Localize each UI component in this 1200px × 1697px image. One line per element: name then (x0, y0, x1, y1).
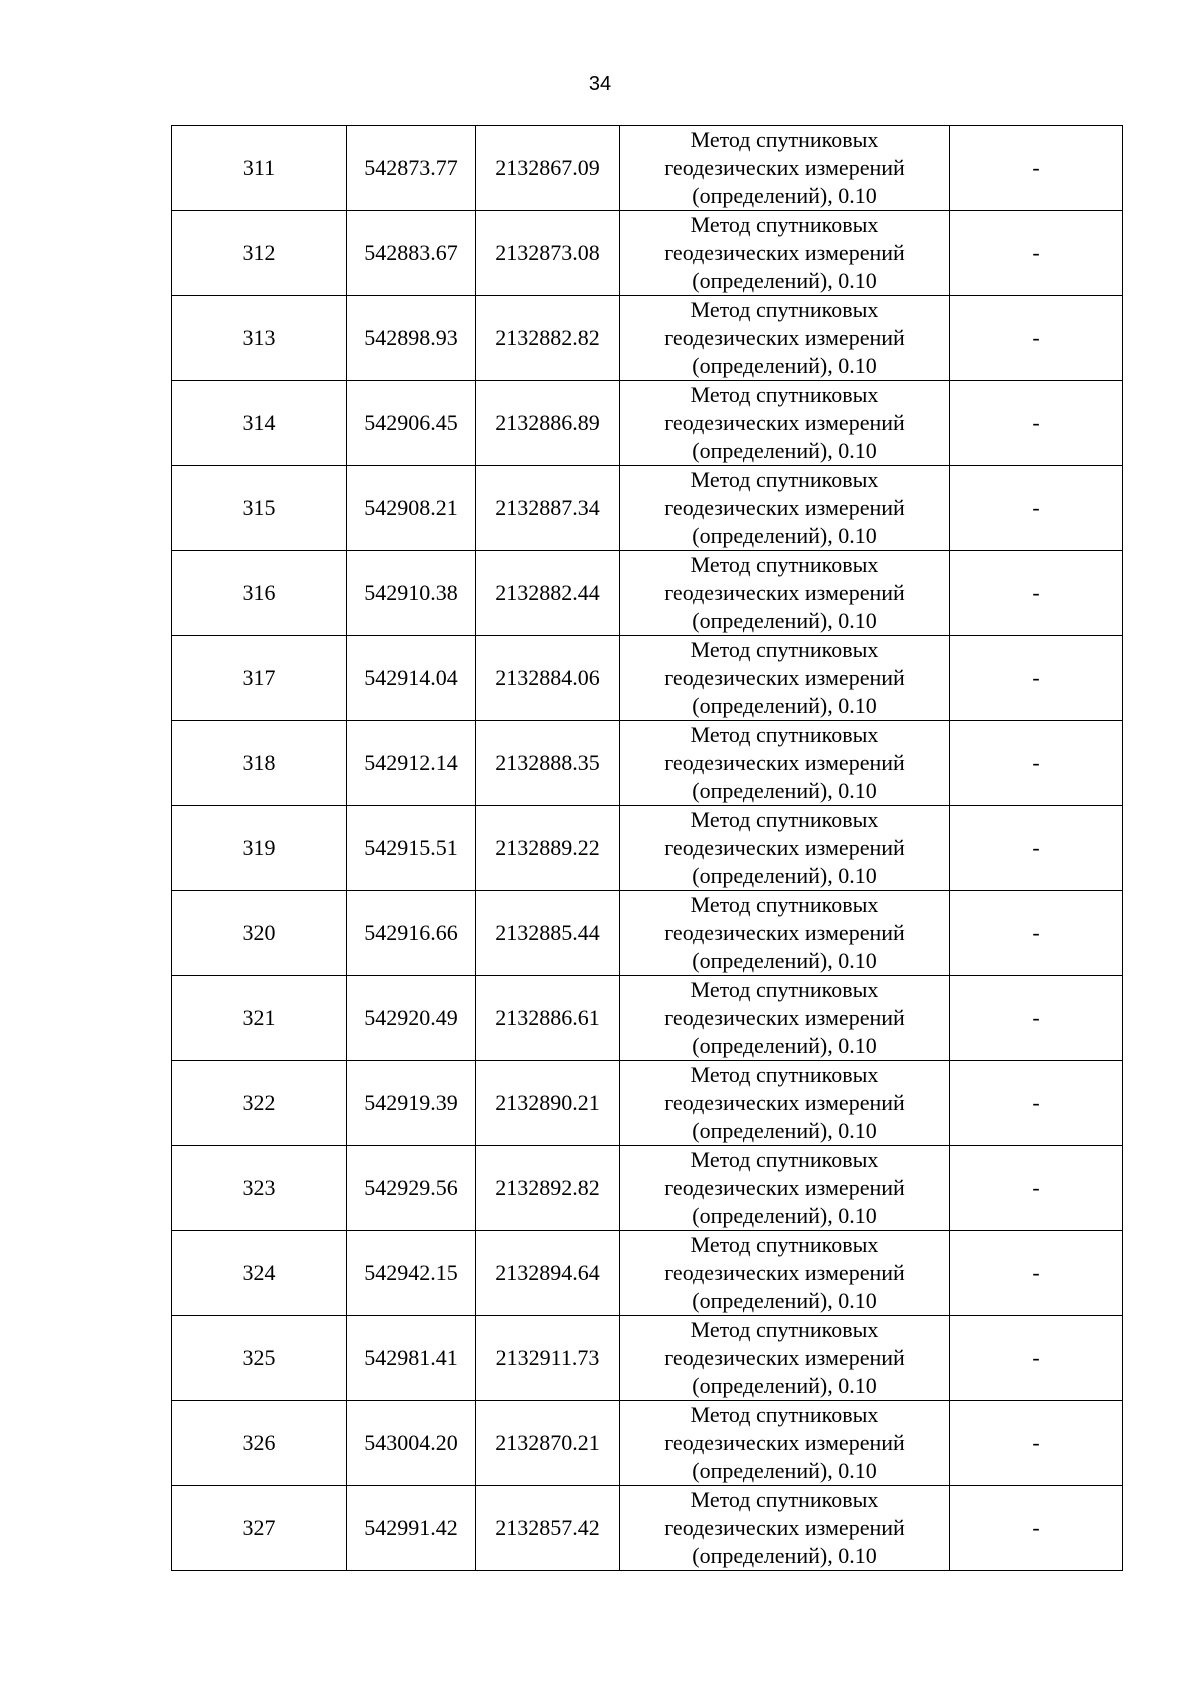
x-coordinate-cell: 542981.41 (347, 1316, 476, 1401)
table-row (172, 721, 1123, 806)
method-line: (определений), 0.10 (692, 778, 877, 803)
method-line: геодезических измерений (664, 750, 905, 775)
description-cell: - (950, 1316, 1123, 1401)
description-cell: - (950, 976, 1123, 1061)
y-coordinate-cell: 2132911.73 (476, 1316, 620, 1401)
method-line: Метод спутниковых (690, 1147, 879, 1172)
point-number-cell: 325 (172, 1316, 347, 1401)
point-number-cell: 315 (172, 466, 347, 551)
method-line: (определений), 0.10 (692, 948, 877, 973)
description-cell: - (950, 1061, 1123, 1146)
y-coordinate-cell: 2132885.44 (476, 891, 620, 976)
method-cell (620, 1231, 950, 1316)
method-line: (определений), 0.10 (692, 693, 877, 718)
point-number-cell: 323 (172, 1146, 347, 1231)
method-cell (620, 1146, 950, 1231)
table-row (172, 466, 1123, 551)
table-row (172, 1486, 1123, 1571)
table-row (172, 636, 1123, 721)
method-cell (620, 1486, 950, 1571)
method-line: Метод спутниковых (690, 297, 879, 322)
method-line: геодезических измерений (664, 1345, 905, 1370)
x-coordinate-cell: 542908.21 (347, 466, 476, 551)
x-coordinate-cell: 542929.56 (347, 1146, 476, 1231)
x-coordinate-cell: 542883.67 (347, 211, 476, 296)
method-line: (определений), 0.10 (692, 1458, 877, 1483)
table-row (172, 211, 1123, 296)
method-cell (620, 1401, 950, 1486)
table-row (172, 1316, 1123, 1401)
point-number-cell: 321 (172, 976, 347, 1061)
y-coordinate-cell: 2132882.44 (476, 551, 620, 636)
description-cell: - (950, 891, 1123, 976)
method-line: геодезических измерений (664, 155, 905, 180)
method-line: геодезических измерений (664, 920, 905, 945)
point-number-cell: 324 (172, 1231, 347, 1316)
description-cell: - (950, 126, 1123, 211)
y-coordinate-cell: 2132888.35 (476, 721, 620, 806)
x-coordinate-cell: 542914.04 (347, 636, 476, 721)
point-number-cell: 322 (172, 1061, 347, 1146)
description-cell: - (950, 381, 1123, 466)
y-coordinate-cell: 2132870.21 (476, 1401, 620, 1486)
method-line: (определений), 0.10 (692, 268, 877, 293)
method-line: Метод спутниковых (690, 467, 879, 492)
table-row (172, 381, 1123, 466)
method-line: геодезических измерений (664, 240, 905, 265)
method-line: (определений), 0.10 (692, 438, 877, 463)
table-row (172, 976, 1123, 1061)
method-line: геодезических измерений (664, 580, 905, 605)
method-line: (определений), 0.10 (692, 523, 877, 548)
y-coordinate-cell: 2132857.42 (476, 1486, 620, 1571)
description-cell: - (950, 1146, 1123, 1231)
x-coordinate-cell: 542906.45 (347, 381, 476, 466)
table-row (172, 806, 1123, 891)
method-cell (620, 551, 950, 636)
method-line: (определений), 0.10 (692, 608, 877, 633)
method-cell (620, 211, 950, 296)
method-cell (620, 381, 950, 466)
x-coordinate-cell: 542912.14 (347, 721, 476, 806)
table-row (172, 1401, 1123, 1486)
x-coordinate-cell: 543004.20 (347, 1401, 476, 1486)
method-line: (определений), 0.10 (692, 863, 877, 888)
description-cell: - (950, 551, 1123, 636)
method-line: геодезических измерений (664, 325, 905, 350)
method-cell (620, 126, 950, 211)
method-line: (определений), 0.10 (692, 1203, 877, 1228)
table-row (172, 296, 1123, 381)
method-line: геодезических измерений (664, 1005, 905, 1030)
description-cell: - (950, 211, 1123, 296)
coordinates-table (171, 125, 1123, 1571)
method-line: Метод спутниковых (690, 1317, 879, 1342)
description-cell: - (950, 296, 1123, 381)
method-cell (620, 806, 950, 891)
y-coordinate-cell: 2132886.61 (476, 976, 620, 1061)
point-number-cell: 320 (172, 891, 347, 976)
method-line: геодезических измерений (664, 1515, 905, 1540)
table-row (172, 1146, 1123, 1231)
description-cell: - (950, 1231, 1123, 1316)
y-coordinate-cell: 2132884.06 (476, 636, 620, 721)
point-number-cell: 319 (172, 806, 347, 891)
x-coordinate-cell: 542915.51 (347, 806, 476, 891)
description-cell: - (950, 1486, 1123, 1571)
method-cell (620, 1316, 950, 1401)
method-line: Метод спутниковых (690, 892, 879, 917)
table-row (172, 126, 1123, 211)
y-coordinate-cell: 2132886.89 (476, 381, 620, 466)
method-line: геодезических измерений (664, 1260, 905, 1285)
method-line: (определений), 0.10 (692, 1543, 877, 1568)
point-number-cell: 312 (172, 211, 347, 296)
description-cell: - (950, 466, 1123, 551)
method-line: геодезических измерений (664, 410, 905, 435)
y-coordinate-cell: 2132887.34 (476, 466, 620, 551)
method-line: геодезических измерений (664, 1430, 905, 1455)
method-cell (620, 891, 950, 976)
method-cell (620, 296, 950, 381)
point-number-cell: 317 (172, 636, 347, 721)
description-cell: - (950, 636, 1123, 721)
method-line: (определений), 0.10 (692, 353, 877, 378)
point-number-cell: 313 (172, 296, 347, 381)
method-line: геодезических измерений (664, 665, 905, 690)
point-number-cell: 316 (172, 551, 347, 636)
x-coordinate-cell: 542942.15 (347, 1231, 476, 1316)
y-coordinate-cell: 2132867.09 (476, 126, 620, 211)
method-line: Метод спутниковых (690, 977, 879, 1002)
point-number-cell: 314 (172, 381, 347, 466)
method-cell (620, 636, 950, 721)
method-cell (620, 1061, 950, 1146)
method-line: Метод спутниковых (690, 722, 879, 747)
point-number-cell: 311 (172, 126, 347, 211)
table-row (172, 1061, 1123, 1146)
y-coordinate-cell: 2132890.21 (476, 1061, 620, 1146)
method-line: Метод спутниковых (690, 1487, 879, 1512)
method-line: Метод спутниковых (690, 1062, 879, 1087)
description-cell: - (950, 1401, 1123, 1486)
x-coordinate-cell: 542919.39 (347, 1061, 476, 1146)
method-line: Метод спутниковых (690, 212, 879, 237)
point-number-cell: 326 (172, 1401, 347, 1486)
method-line: Метод спутниковых (690, 1402, 879, 1427)
table-row (172, 551, 1123, 636)
y-coordinate-cell: 2132873.08 (476, 211, 620, 296)
method-line: геодезических измерений (664, 495, 905, 520)
description-cell: - (950, 806, 1123, 891)
x-coordinate-cell: 542898.93 (347, 296, 476, 381)
x-coordinate-cell: 542991.42 (347, 1486, 476, 1571)
method-cell (620, 976, 950, 1061)
method-cell (620, 466, 950, 551)
method-line: (определений), 0.10 (692, 183, 877, 208)
method-line: геодезических измерений (664, 1175, 905, 1200)
x-coordinate-cell: 542910.38 (347, 551, 476, 636)
coordinates-table-body (172, 126, 1123, 1571)
table-row (172, 891, 1123, 976)
point-number-cell: 327 (172, 1486, 347, 1571)
description-cell: - (950, 721, 1123, 806)
method-line: (определений), 0.10 (692, 1373, 877, 1398)
method-line: Метод спутниковых (690, 1232, 879, 1257)
method-line: геодезических измерений (664, 1090, 905, 1115)
method-line: (определений), 0.10 (692, 1288, 877, 1313)
method-line: Метод спутниковых (690, 807, 879, 832)
method-line: геодезических измерений (664, 835, 905, 860)
y-coordinate-cell: 2132882.82 (476, 296, 620, 381)
method-line: Метод спутниковых (690, 552, 879, 577)
y-coordinate-cell: 2132892.82 (476, 1146, 620, 1231)
method-line: Метод спутниковых (690, 127, 879, 152)
x-coordinate-cell: 542873.77 (347, 126, 476, 211)
x-coordinate-cell: 542920.49 (347, 976, 476, 1061)
y-coordinate-cell: 2132889.22 (476, 806, 620, 891)
point-number-cell: 318 (172, 721, 347, 806)
method-line: (определений), 0.10 (692, 1033, 877, 1058)
page-number: 34 (588, 73, 612, 95)
method-line: (определений), 0.10 (692, 1118, 877, 1143)
method-line: Метод спутниковых (690, 637, 879, 662)
method-line: Метод спутниковых (690, 382, 879, 407)
y-coordinate-cell: 2132894.64 (476, 1231, 620, 1316)
table-row (172, 1231, 1123, 1316)
method-cell (620, 721, 950, 806)
x-coordinate-cell: 542916.66 (347, 891, 476, 976)
